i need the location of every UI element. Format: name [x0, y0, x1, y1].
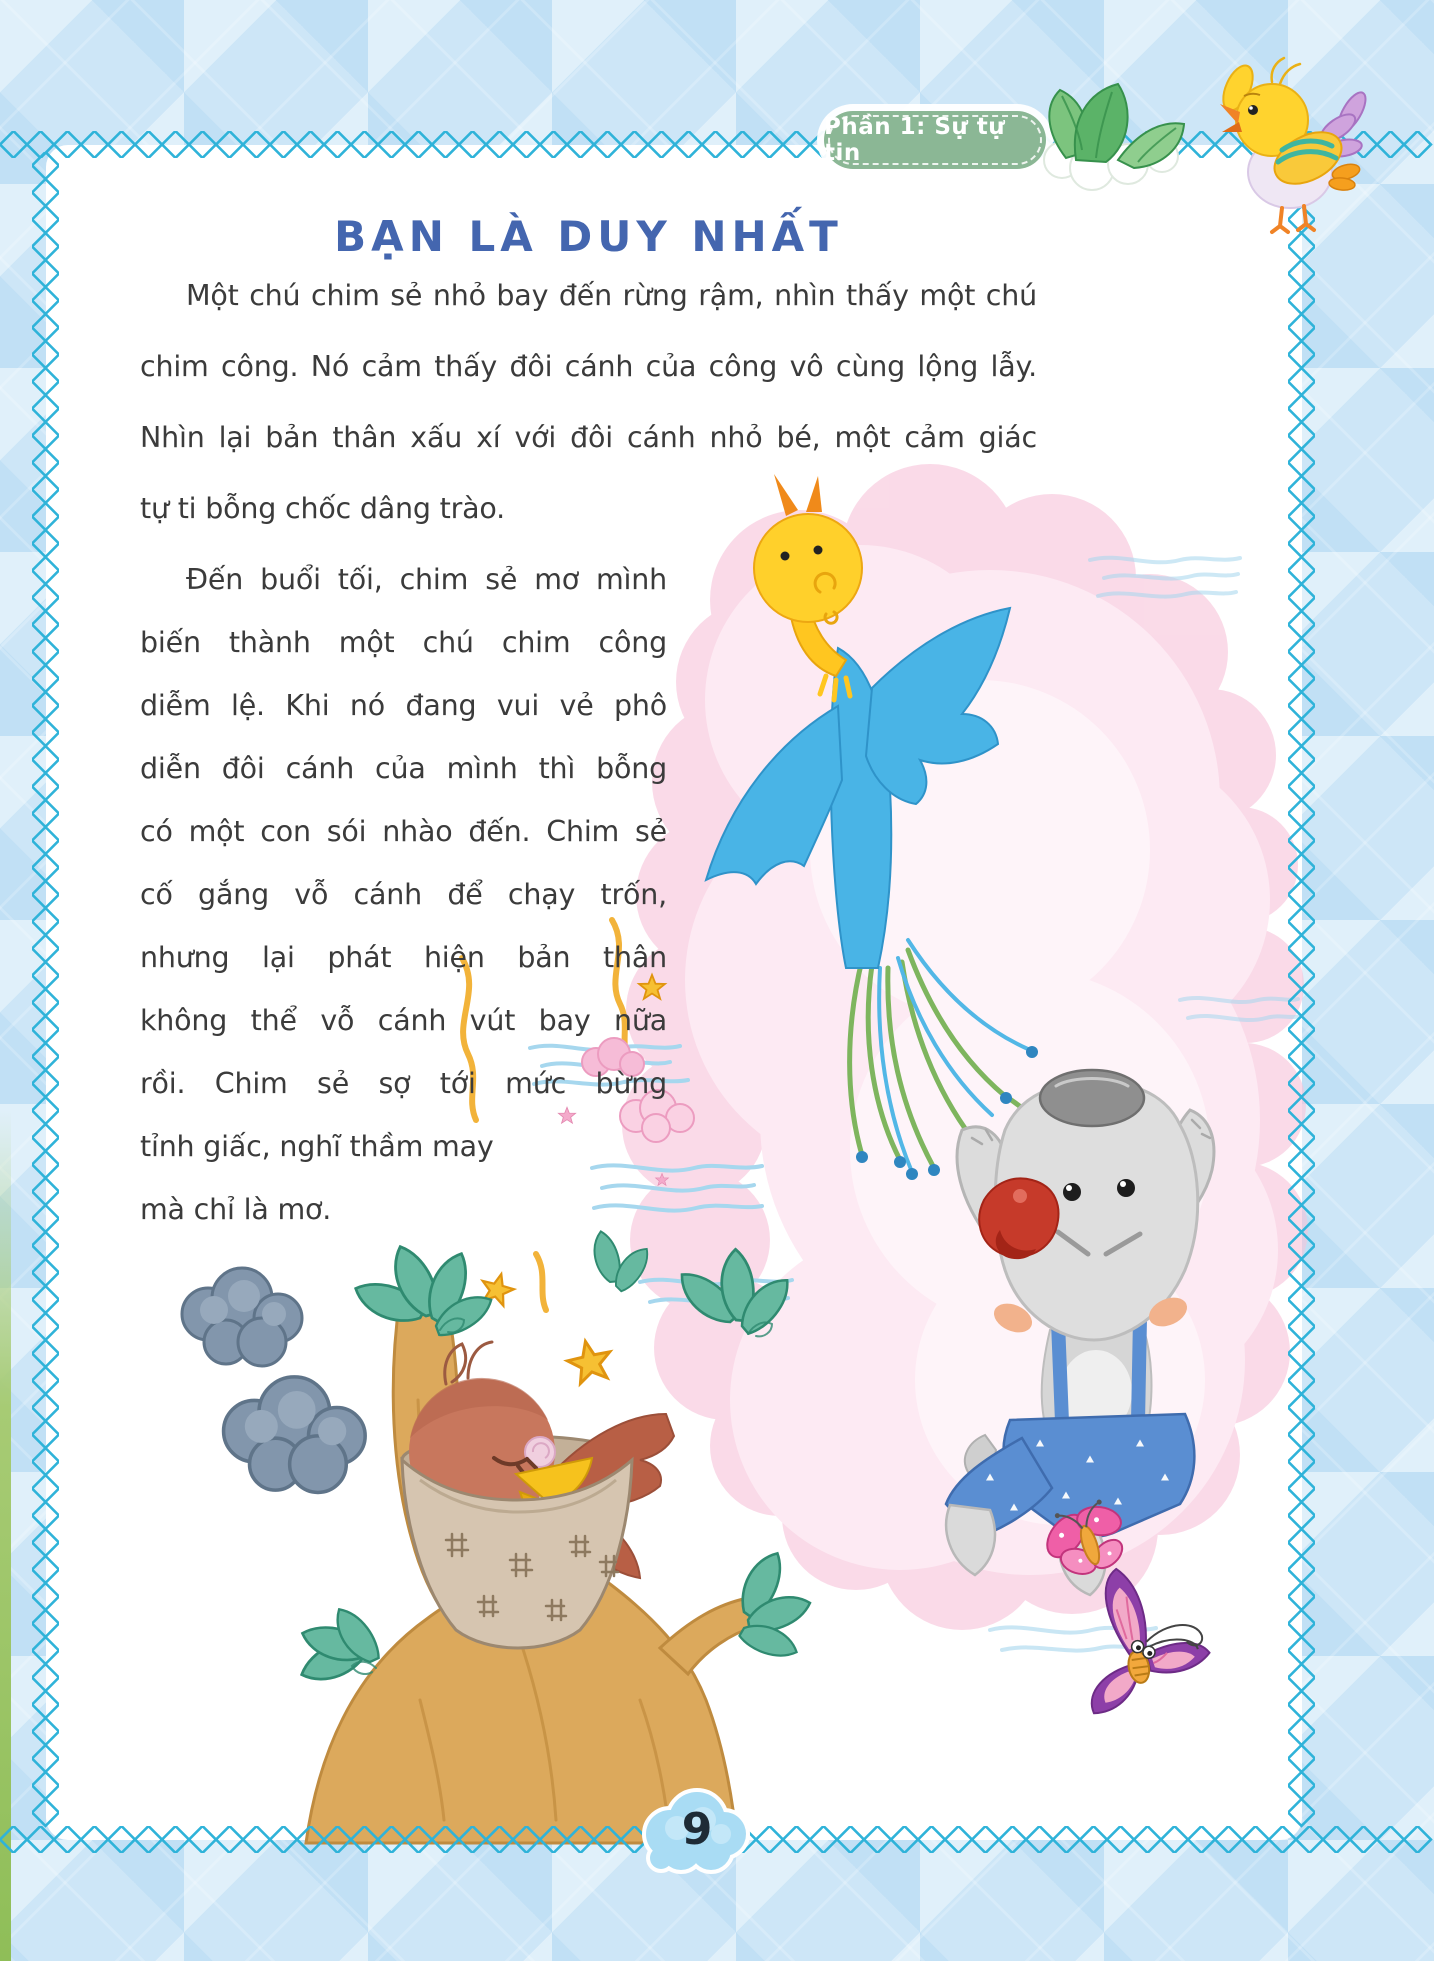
story-line: chim công. Nó cảm thấy đôi cánh của công vô cùng lộng lẫy.: [140, 350, 1037, 383]
story-line: nhưng lại phát hiện bản thân: [140, 941, 667, 974]
story-line: rồi. Chim sẻ sợ tới mức bừng: [140, 1067, 667, 1100]
page-title: BẠN LÀ DUY NHẤT: [334, 212, 843, 262]
story-line: diễn đôi cánh của mình thì bỗng: [140, 752, 667, 785]
story-line: diễm lệ. Khi nó đang vui vẻ phô: [140, 689, 667, 722]
border-chain-left: [32, 152, 59, 1834]
page-number: 9: [681, 1804, 713, 1855]
storm-clouds: [182, 1268, 365, 1492]
story-paragraph-2: [140, 548, 667, 1241]
border-chain-right: [1288, 152, 1315, 1834]
story-line: Nhìn lại bản thân xấu xí với đôi cánh nhỏ bé, một cảm giác: [140, 421, 1037, 454]
chick-icon: [1208, 48, 1418, 243]
section-badge: [824, 111, 1046, 169]
story-line: không thể vỗ cánh vút bay nữa: [140, 1004, 667, 1037]
story-line: tự ti bỗng chốc dâng trào.: [140, 492, 506, 525]
story-line: mà chỉ là mơ.: [140, 1193, 332, 1226]
story-line: cố gắng vỗ cánh để chạy trốn,: [140, 878, 667, 911]
story-line: có một con sói nhào đến. Chim sẻ: [140, 815, 667, 848]
leaf-cluster-icon: [1030, 80, 1210, 200]
page-number-cloud: [625, 1786, 769, 1890]
section-badge-label: Phần 1: Sự tự tin: [824, 114, 1006, 166]
story-line: Một chú chim sẻ nhỏ bay đến rừng rậm, nhìn thấy một chú: [186, 279, 1037, 312]
story-paragraph-1: [140, 260, 1037, 544]
story-line: tỉnh giấc, nghĩ thầm may: [140, 1130, 494, 1163]
story-line: Đến buổi tối, chim sẻ mơ mình: [186, 563, 667, 596]
story-line: biến thành một chú chim công: [140, 626, 667, 659]
